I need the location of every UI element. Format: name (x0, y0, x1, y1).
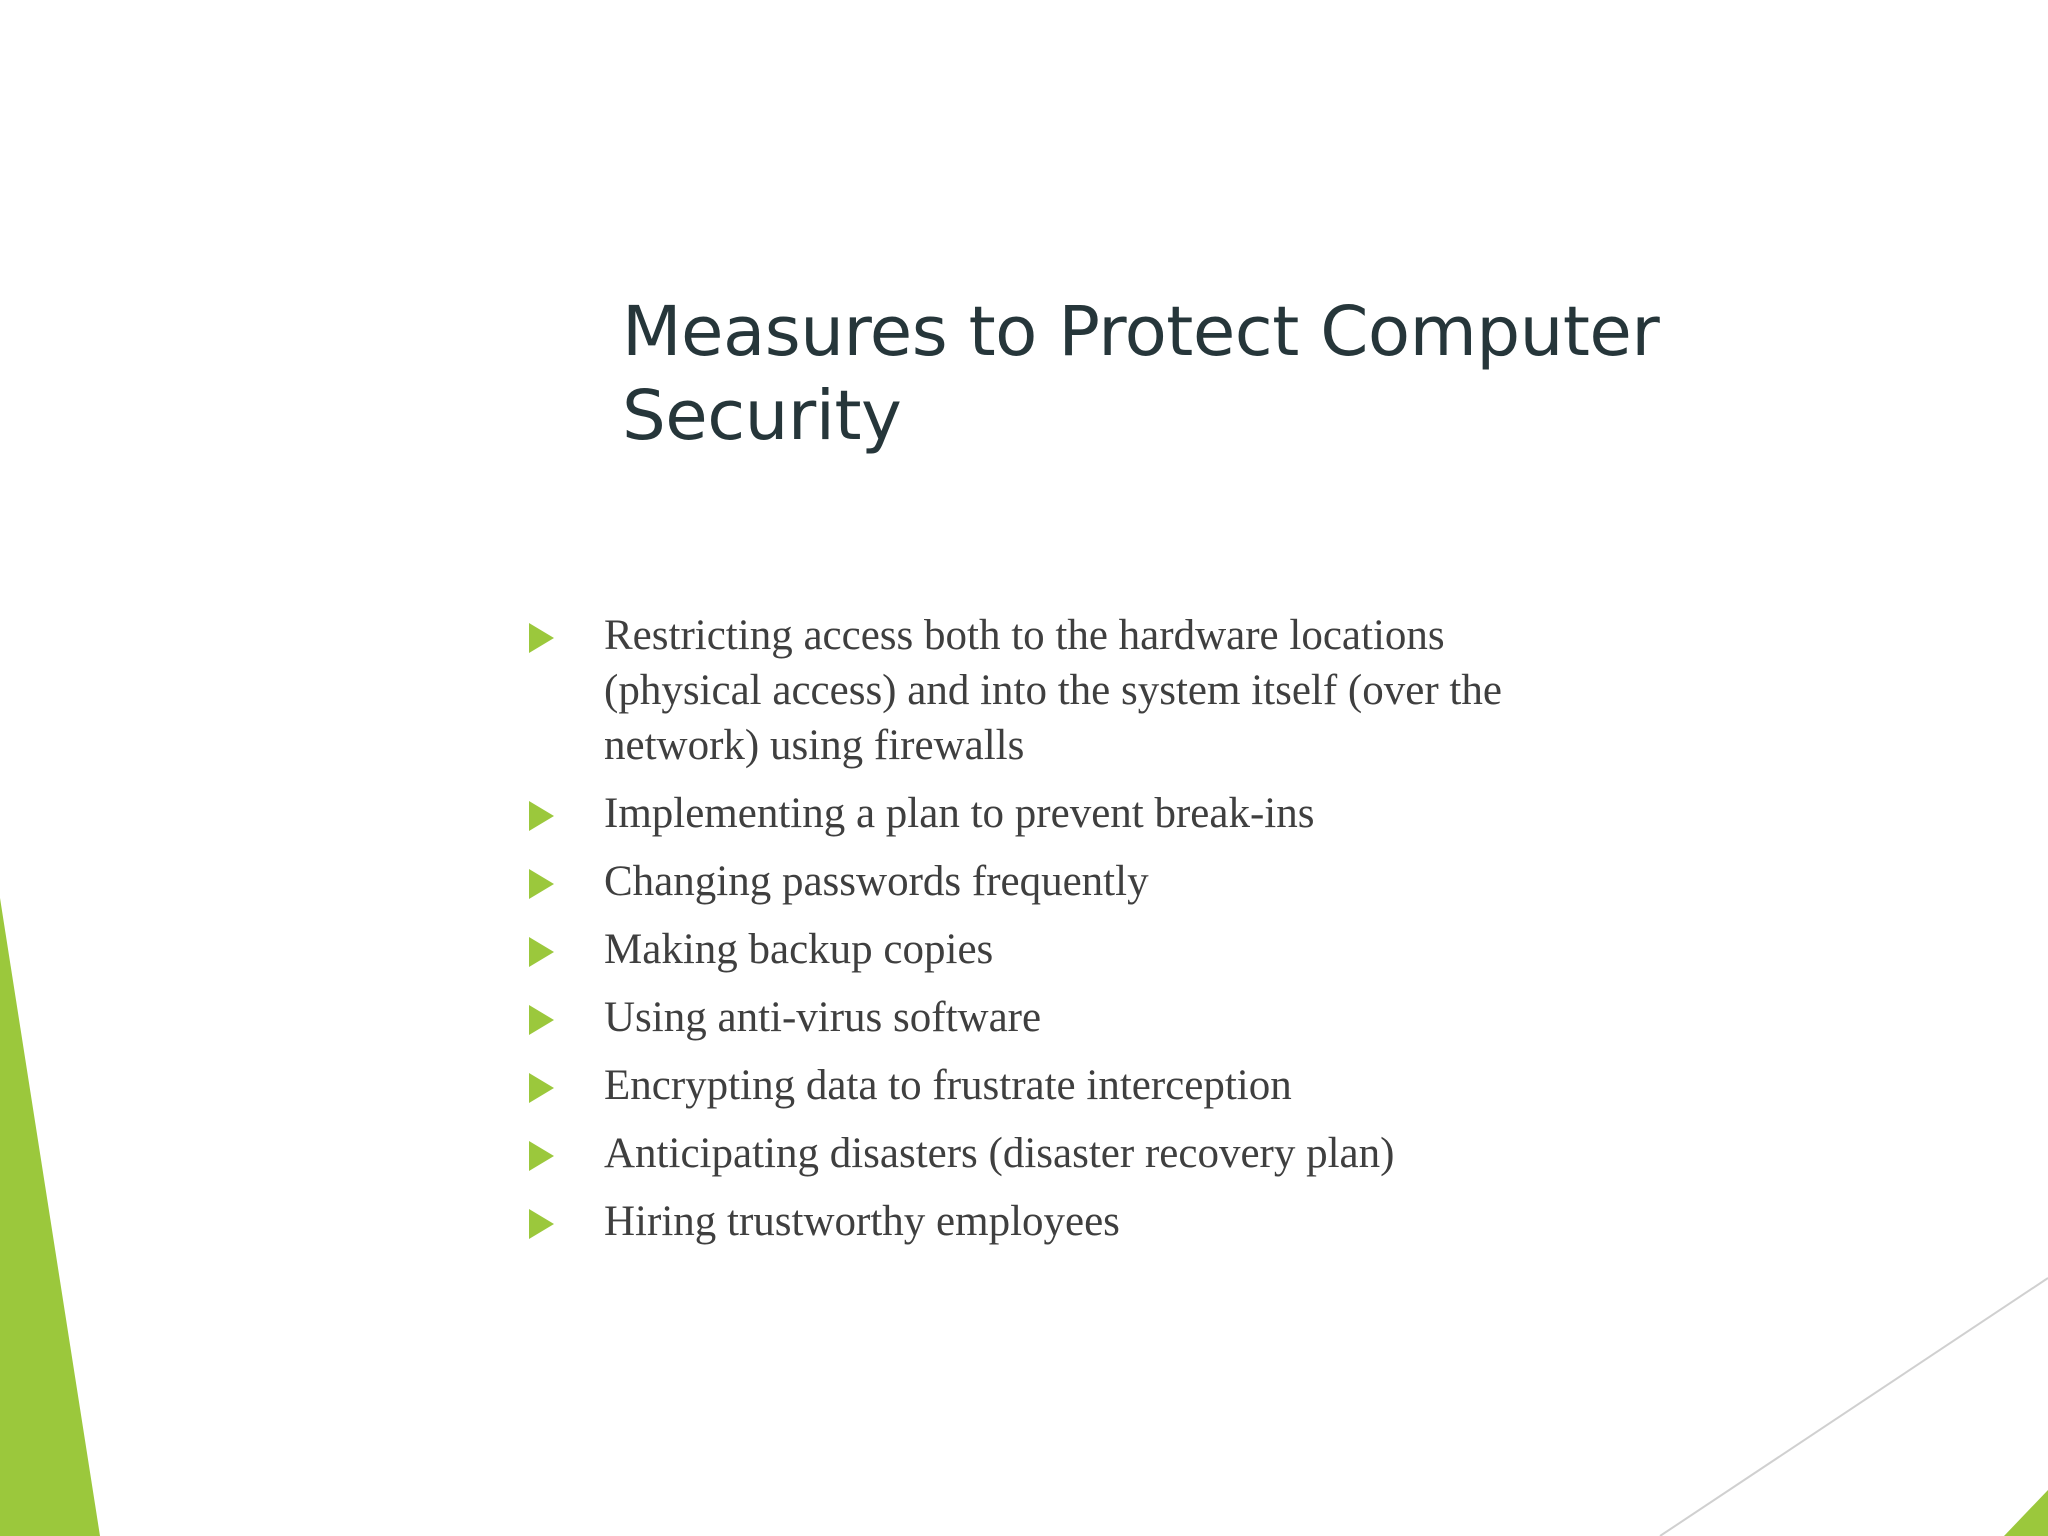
bullet-item (524, 1126, 1604, 1181)
bullet-item (524, 990, 1604, 1045)
triangle-right-icon (529, 869, 554, 899)
triangle-right-icon (529, 1005, 554, 1035)
bullet-text: Restricting access both to the hardware locations (physical access) and into the system itself (over the network) using firewalls (604, 612, 1502, 769)
triangle-right-icon (529, 623, 554, 653)
bullet-item (524, 786, 1604, 841)
bullet-text: Making backup copies (604, 926, 994, 973)
triangle-right-icon (529, 1141, 554, 1171)
slide-title: Measures to Protect Computer Security (622, 292, 1660, 456)
triangle-right-icon (529, 801, 554, 831)
triangle-right-icon (529, 1209, 554, 1239)
bottom-right-green-corner (2004, 1490, 2048, 1536)
bullet-item (524, 1194, 1604, 1249)
bullet-text: Hiring trustworthy employees (604, 1198, 1120, 1245)
bullet-text: Implementing a plan to prevent break-ins (604, 790, 1315, 837)
triangle-right-icon (529, 937, 554, 967)
bullet-text: Anticipating disasters (disaster recovery plan) (604, 1130, 1395, 1177)
bullet-text: Using anti-virus software (604, 994, 1042, 1041)
triangle-right-icon (529, 1073, 554, 1103)
bullet-item (524, 608, 1604, 773)
left-green-wedge (0, 898, 100, 1536)
bullet-list (524, 608, 1604, 1262)
bullet-item (524, 854, 1604, 909)
bullet-item (524, 922, 1604, 977)
bullet-text: Changing passwords frequently (604, 858, 1149, 905)
bullet-item (524, 1058, 1604, 1113)
bottom-right-accent-line (1660, 1278, 2048, 1536)
bullet-text: Encrypting data to frustrate interception (604, 1062, 1292, 1109)
